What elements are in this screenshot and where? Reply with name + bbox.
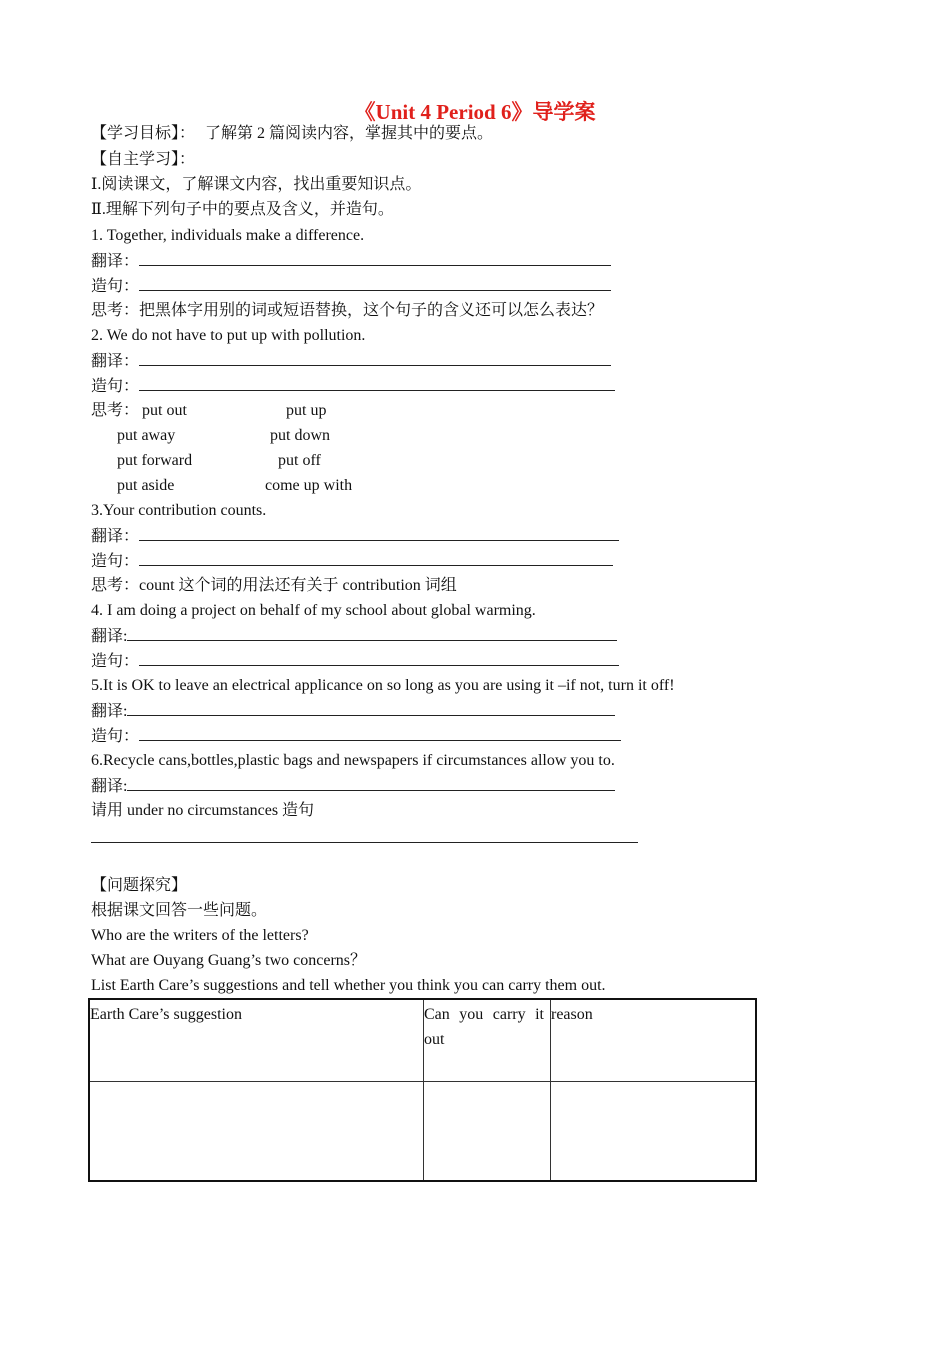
phrase-put-out: put out bbox=[142, 402, 187, 419]
phrase-put-off: put off bbox=[278, 452, 321, 469]
sentence-1: 1. Together, individuals make a difference. bbox=[91, 227, 365, 244]
sentence-label: 造句： bbox=[91, 728, 140, 745]
page-title: 《Unit 4 Period 6》导学案 bbox=[354, 100, 596, 124]
objectives-line bbox=[91, 124, 493, 144]
sentence-row-1 bbox=[91, 276, 611, 297]
sentence-label: 造句： bbox=[91, 378, 140, 395]
step-two: Ⅱ.理解下列句子中的要点及含义，并造句。 bbox=[91, 201, 394, 218]
sentence-label: 造句： bbox=[91, 653, 140, 670]
cell-can-carry-out[interactable] bbox=[424, 1081, 551, 1181]
translate-label: 翻译: bbox=[91, 778, 128, 795]
phrase-put-up: put up bbox=[286, 402, 327, 419]
translate-row-2 bbox=[91, 351, 611, 372]
objectives-text: 了解第 2 篇阅读内容，掌握其中的要点。 bbox=[205, 125, 494, 142]
self-study-label: 【自主学习】： bbox=[91, 151, 196, 168]
sentence-3: 3.Your contribution counts. bbox=[91, 502, 267, 519]
sentence-row-5 bbox=[91, 726, 621, 747]
sentence-row-6 bbox=[91, 828, 638, 849]
step-one: Ⅰ.阅读课文，了解课文内容，找出重要知识点。 bbox=[91, 176, 422, 193]
cell-suggestion[interactable] bbox=[89, 1081, 424, 1181]
answer-blank[interactable] bbox=[139, 376, 615, 391]
translate-row-1 bbox=[91, 251, 611, 272]
answer-blank[interactable] bbox=[127, 776, 615, 791]
sentence-6: 6.Recycle cans,bottles,plastic bags and newspapers if circumstances allow you to. bbox=[91, 752, 615, 769]
translate-row-6 bbox=[91, 776, 615, 797]
header-can-carry-out: Can you carry it out bbox=[424, 999, 551, 1081]
sentence-5: 5.It is OK to leave an electrical applicance on so long as you are using it –if not, turn it off! bbox=[91, 677, 675, 694]
explore-intro: 根据课文回答一些问题。 bbox=[91, 902, 268, 919]
question-1: Who are the writers of the letters? bbox=[91, 927, 309, 944]
phrase-put-forward: put forward bbox=[117, 452, 193, 469]
header-suggestion: Earth Care’s suggestion bbox=[89, 999, 424, 1081]
question-2: What are Ouyang Guang’s two concerns？ bbox=[91, 952, 367, 969]
suggestion-table bbox=[88, 998, 757, 1182]
answer-blank[interactable] bbox=[139, 276, 611, 291]
cell-reason[interactable] bbox=[551, 1081, 757, 1181]
phrase-put-down: put down bbox=[270, 427, 330, 444]
table-row bbox=[89, 1081, 756, 1181]
answer-blank[interactable] bbox=[127, 701, 615, 716]
phrase-come-up-with: come up with bbox=[265, 477, 353, 494]
sentence-row-2 bbox=[91, 376, 615, 397]
think-3: 思考：count 这个词的用法还有关于 contribution 词组 bbox=[91, 577, 457, 594]
sentence-label: 造句： bbox=[91, 278, 140, 295]
answer-blank[interactable] bbox=[127, 626, 617, 641]
sentence-row-3 bbox=[91, 551, 613, 572]
translate-label: 翻译： bbox=[91, 253, 140, 270]
answer-blank[interactable] bbox=[139, 726, 621, 741]
phrase-put-away: put away bbox=[117, 427, 176, 444]
translate-row-4 bbox=[91, 626, 617, 647]
answer-blank[interactable] bbox=[91, 828, 638, 843]
sentence-6-prompt: 请用 under no circumstances 造句 bbox=[91, 802, 315, 819]
header-reason: reason bbox=[551, 999, 757, 1081]
sentence-2: 2. We do not have to put up with pollution. bbox=[91, 327, 366, 344]
translate-label: 翻译: bbox=[91, 628, 128, 645]
think-1: 思考：把黑体字用别的词或短语替换，这个句子的含义还可以怎么表达？ bbox=[91, 302, 604, 319]
phrase-put-aside: put aside bbox=[117, 477, 175, 494]
explore-label: 【问题探究】 bbox=[91, 877, 188, 894]
answer-blank[interactable] bbox=[139, 526, 619, 541]
table-header-row bbox=[89, 999, 756, 1081]
answer-blank[interactable] bbox=[139, 251, 611, 266]
question-3: List Earth Care’s suggestions and tell whether you think you can carry them out. bbox=[91, 977, 606, 994]
sentence-4: 4. I am doing a project on behalf of my school about global warming. bbox=[91, 602, 536, 619]
translate-label: 翻译: bbox=[91, 703, 128, 720]
objectives-label: 【学习目标】： bbox=[91, 125, 196, 142]
sentence-label: 造句： bbox=[91, 553, 140, 570]
sentence-row-4 bbox=[91, 651, 619, 672]
answer-blank[interactable] bbox=[139, 651, 619, 666]
answer-blank[interactable] bbox=[139, 551, 613, 566]
translate-row-5 bbox=[91, 701, 615, 722]
translate-row-3 bbox=[91, 526, 619, 547]
translate-label: 翻译： bbox=[91, 528, 140, 545]
answer-blank[interactable] bbox=[139, 351, 611, 366]
translate-label: 翻译： bbox=[91, 353, 140, 370]
think-2-label: 思考： bbox=[91, 402, 140, 419]
